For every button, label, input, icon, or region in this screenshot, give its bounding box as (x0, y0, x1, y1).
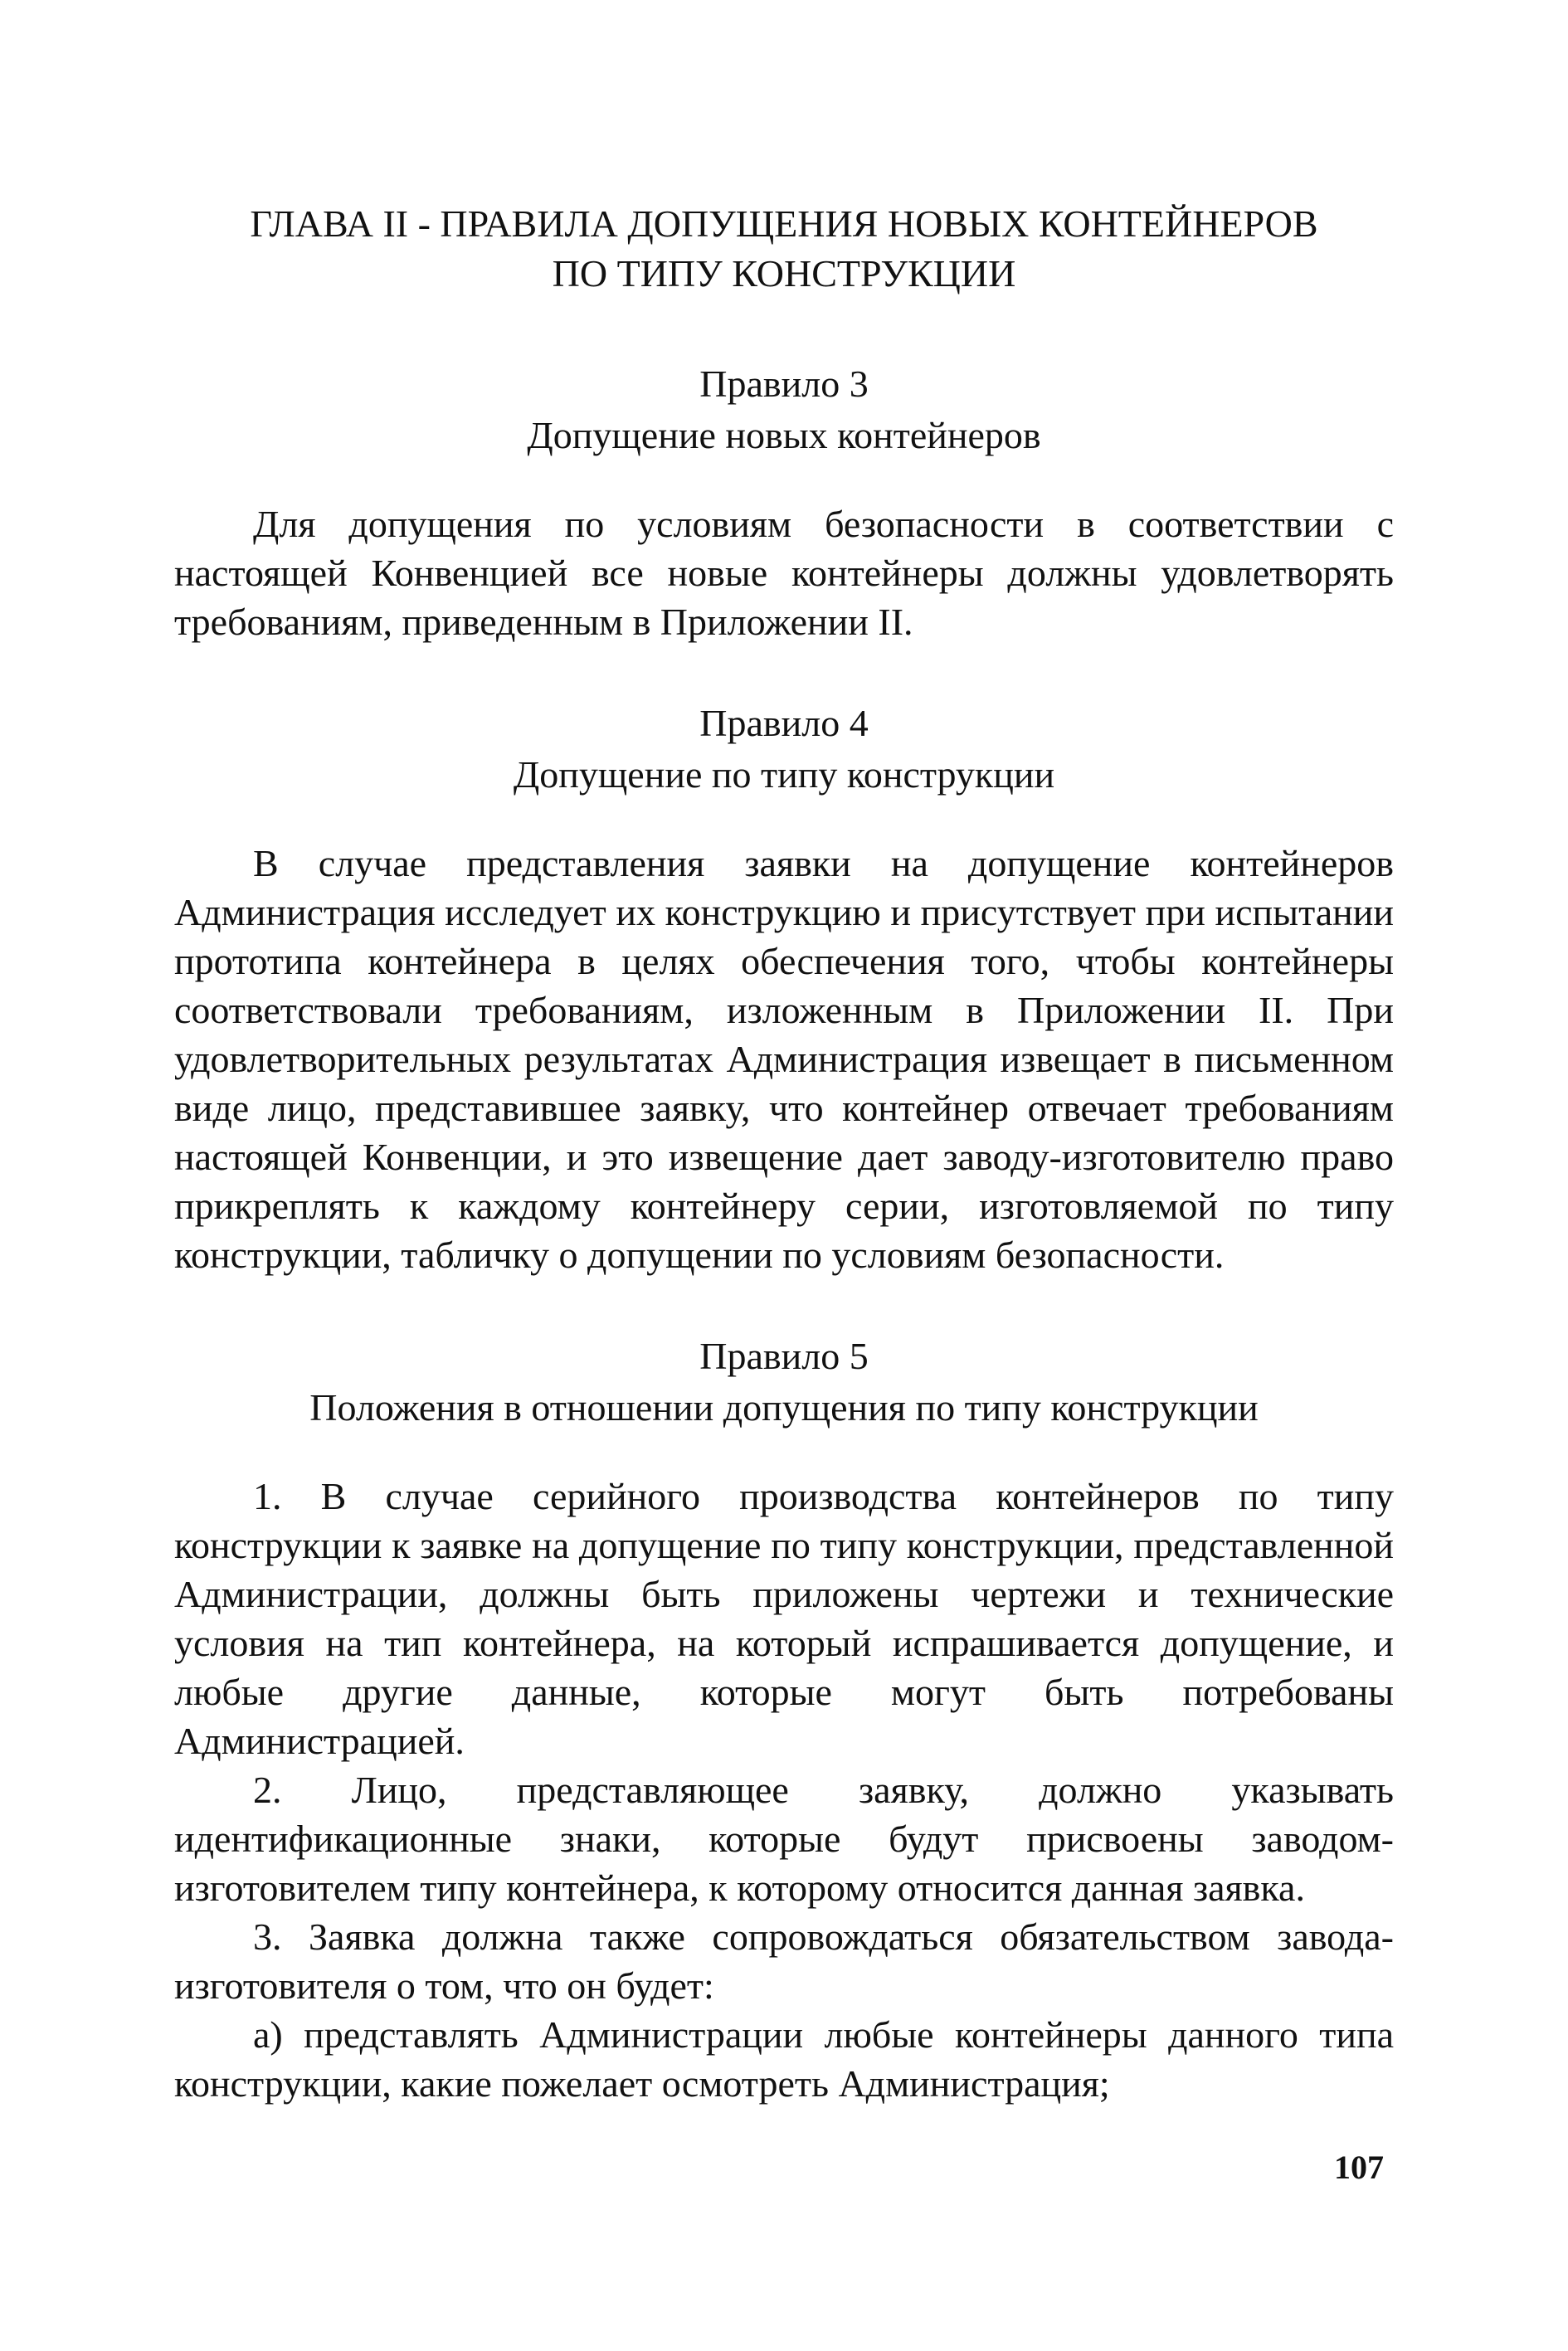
rule-5-item-3a: а) представлять Администрации любые контейнеры данного типа конструкции, какие пожелает осмотреть Администрация; (174, 2013, 1394, 2105)
rule-title: Допущение по типу конструкции (513, 753, 1055, 796)
rule-5-item-3: 3. Заявка должна также сопровождаться обязательством завода-изготовителя о том, что он будет: (174, 1915, 1394, 2007)
spacer (174, 461, 1394, 499)
spacer (174, 646, 1394, 698)
spacer (174, 801, 1394, 839)
rule-number: Правило 3 (699, 363, 869, 405)
rule-5-heading (174, 1331, 1394, 1433)
rule-number: Правило 4 (699, 702, 869, 744)
spacer (174, 299, 1394, 358)
chapter-title-line-1: ГЛАВА II - ПРАВИЛА ДОПУЩЕНИЯ НОВЫХ КОНТЕЙНЕРОВ (250, 202, 1318, 245)
rule-title: Допущение новых контейнеров (527, 414, 1041, 456)
spacer (174, 1279, 1394, 1331)
page-content (174, 199, 1394, 2108)
rule-4-heading (174, 698, 1394, 801)
chapter-title-line-2: ПО ТИПУ КОНСТРУКЦИИ (552, 252, 1016, 294)
spacer (174, 1433, 1394, 1472)
page-number: 107 (1334, 2149, 1384, 2186)
rule-3-paragraph: Для допущения по условиям безопасности в соответствии с настоящей Конвенцией все новые контейнеры должны удовлетворять требованиям, приведенным в Приложении II. (174, 503, 1394, 643)
rule-5-item-2: 2. Лицо, представляющее заявку, должно указывать идентификационные знаки, которые будут присвоены заводом-изготовителем типу контейнера, к которому относится данная заявка. (174, 1769, 1394, 1909)
rule-4-paragraph: В случае представления заявки на допущение контейнеров Администрация исследует их конструкцию и присутствует при испытании прототипа контейнера в целях обеспечения того, чтобы контейнеры соответствовали требованиям, изложенным в Приложении II. При удовлетворительных результатах Администрация извещает в письменном виде лицо, представившее заявку, что контейнер отвечает требованиям настоящей Конвенции, и это извещение дает заводу-изготовителю право прикреплять к каждому контейнеру серии, изготовляемой по типу конструкции, табличку о допущении по условиям безопасности. (174, 842, 1394, 1276)
rule-3-heading (174, 358, 1394, 461)
rule-number: Правило 5 (699, 1335, 869, 1377)
rule-title: Положения в отношении допущения по типу конструкции (309, 1386, 1259, 1429)
rule-5-item-1: 1. В случае серийного производства контейнеров по типу конструкции к заявке на допущение по типу конструкции, представленной Администрации, должны быть приложены чертежи и технические условия на тип контейнера, на который испрашивается допущение, и любые другие данные, которые могут быть потребованы Администрацией. (174, 1475, 1394, 1762)
